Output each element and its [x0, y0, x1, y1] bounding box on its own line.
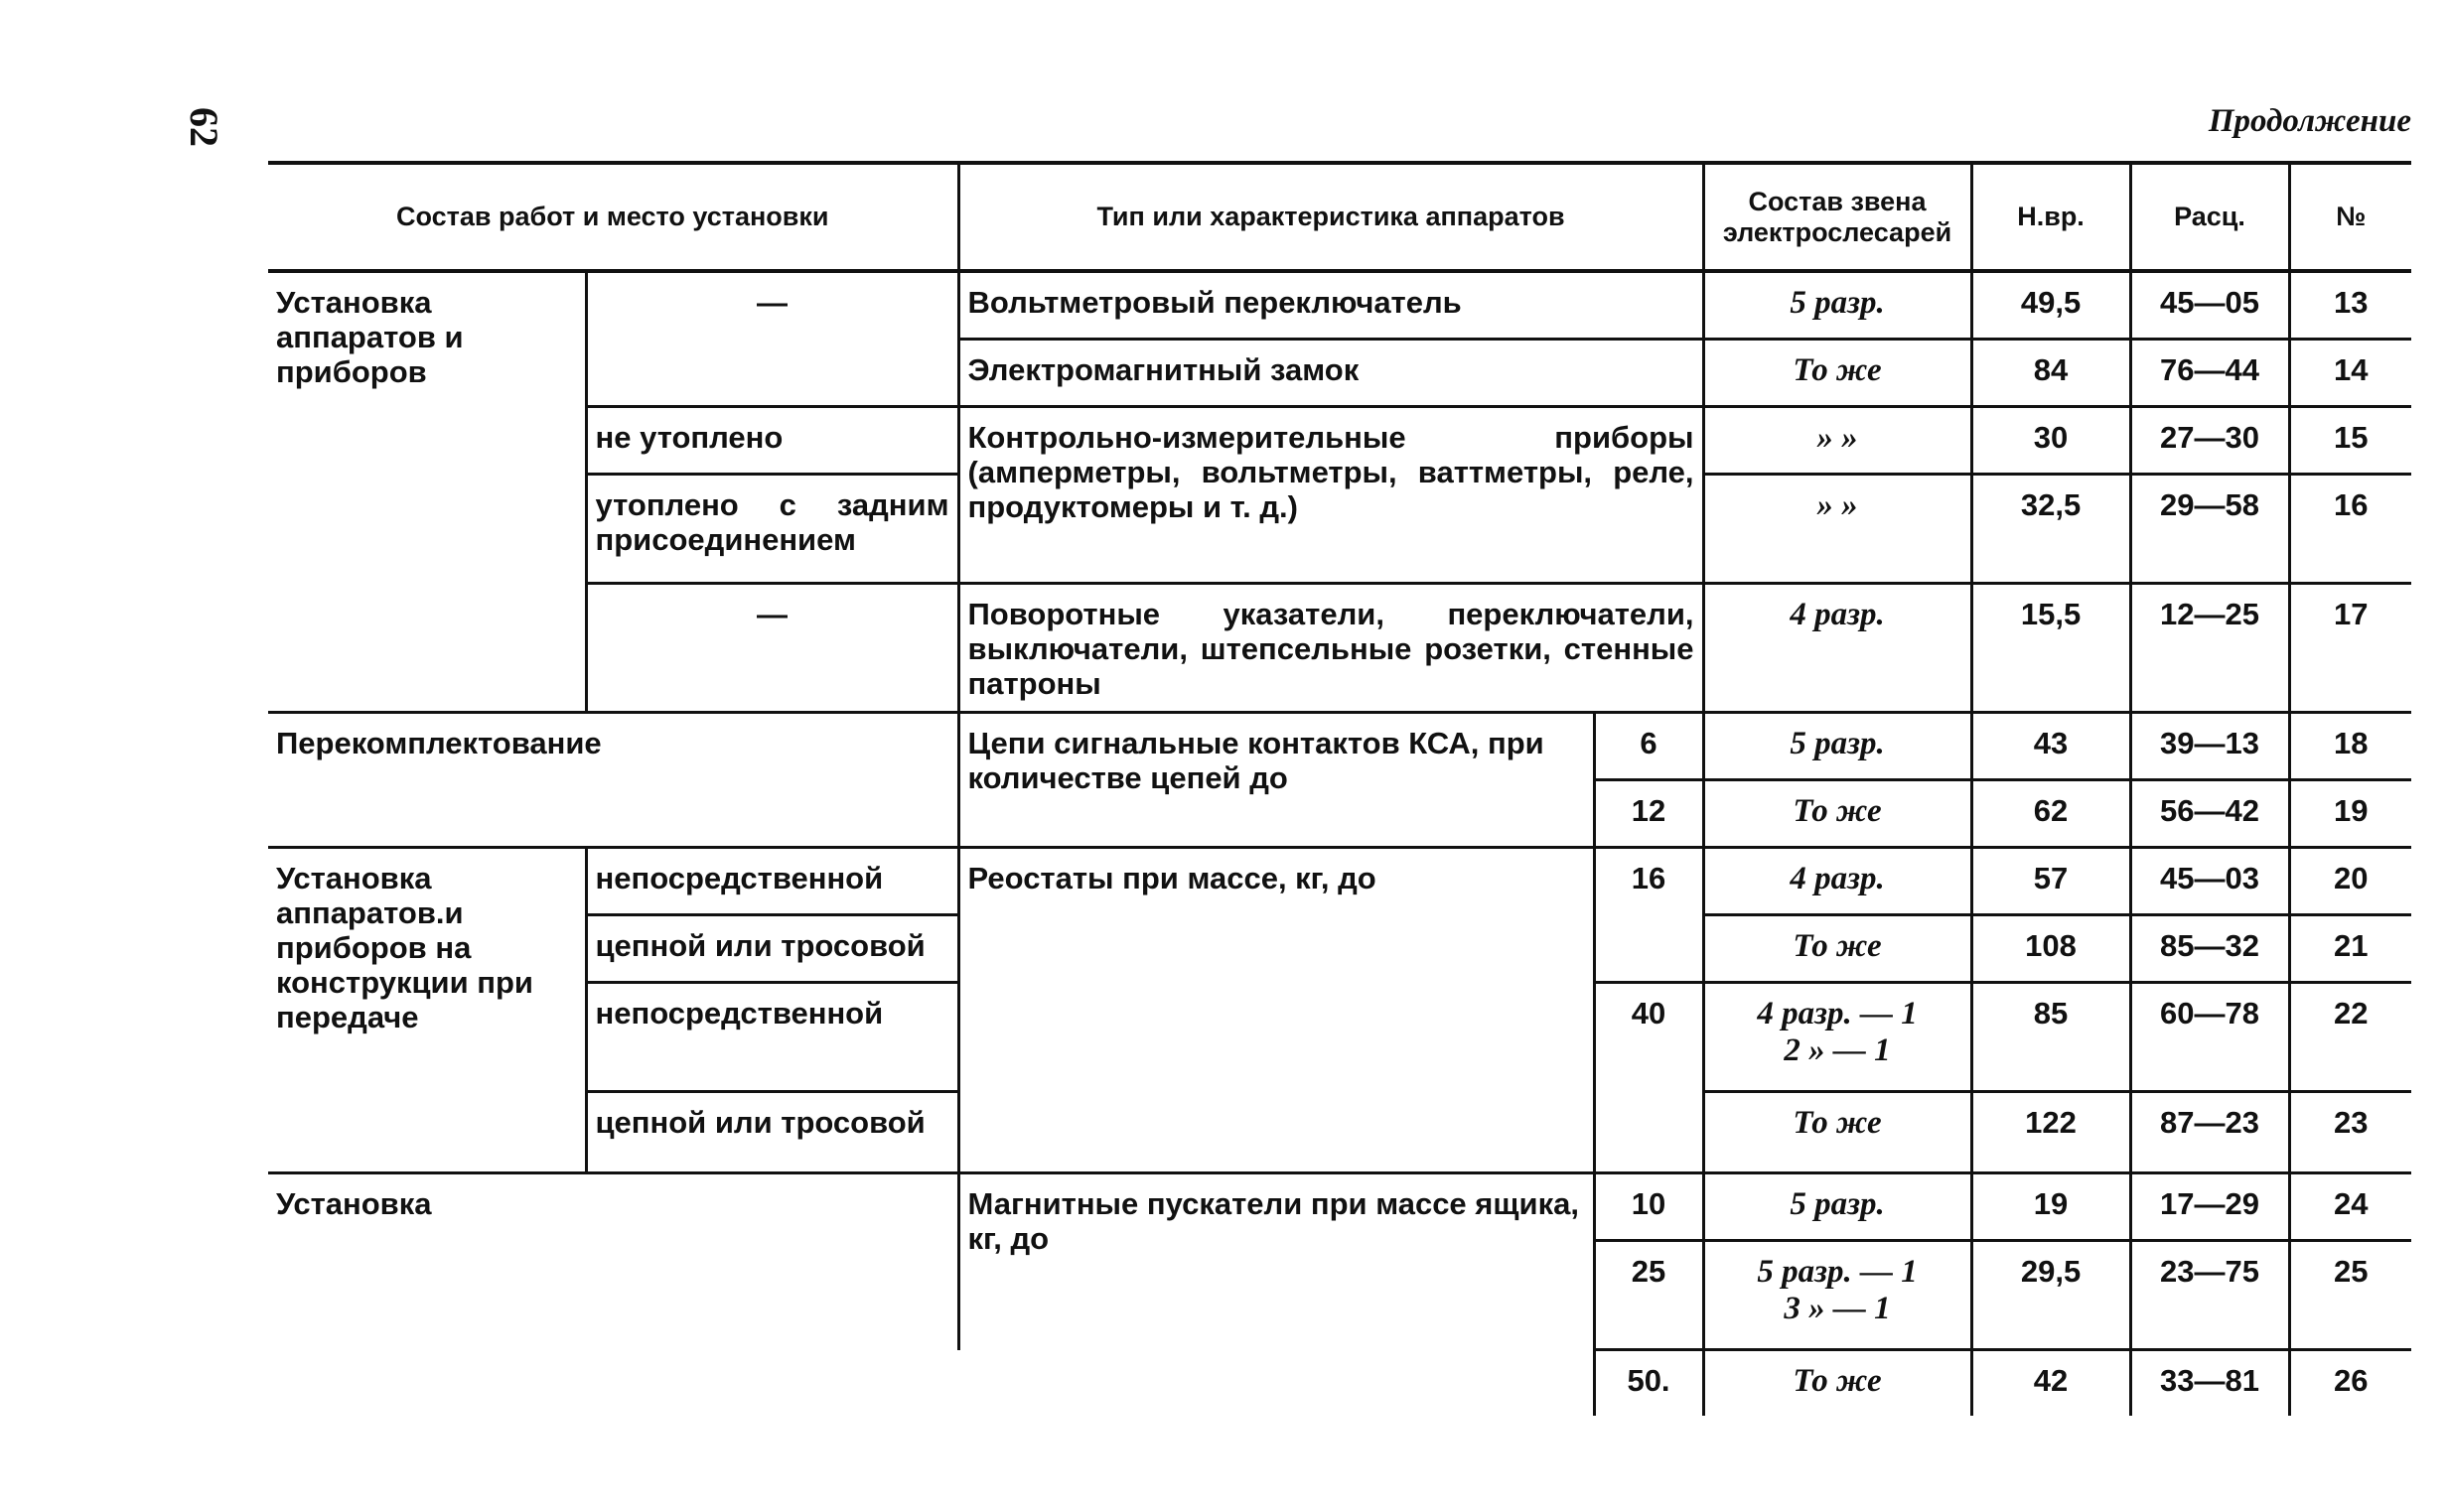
- crew-cell: То же: [1703, 780, 1971, 848]
- header-num: №: [2289, 163, 2411, 271]
- num-cell: 19: [2289, 780, 2411, 848]
- page-number: 62: [182, 107, 226, 147]
- num-cell: 23: [2289, 1092, 2411, 1173]
- param-cell: 12: [1594, 780, 1703, 848]
- group-work-cell: Установка аппаратов и приборов: [268, 271, 586, 713]
- table-row: [268, 1173, 2411, 1241]
- norm-cell: 122: [1971, 1092, 2130, 1173]
- header-type: Тип или характеристика аппаратов: [958, 163, 1703, 271]
- crew-cell: То же: [1703, 1350, 1971, 1417]
- place-cell: цепной или тросовой: [586, 915, 958, 983]
- param-cell: 50.: [1594, 1350, 1703, 1417]
- num-cell: 14: [2289, 340, 2411, 407]
- crew-cell: » »: [1703, 475, 1971, 584]
- num-cell: 15: [2289, 407, 2411, 475]
- rate-cell: 23—75: [2130, 1241, 2289, 1350]
- table-header-row: [268, 163, 2411, 271]
- num-cell: 26: [2289, 1350, 2411, 1417]
- crew-line: 2 » — 1: [1784, 1032, 1891, 1069]
- crew-line: 3 » — 1: [1784, 1291, 1891, 1327]
- header-rate: Расц.: [2130, 163, 2289, 271]
- rate-cell: 29—58: [2130, 475, 2289, 584]
- crew-cell: 5 разр.: [1703, 271, 1971, 340]
- table-row: [268, 584, 2411, 713]
- rate-cell: 39—13: [2130, 713, 2289, 780]
- rate-cell: 87—23: [2130, 1092, 2289, 1173]
- crew-line: 4 разр. — 1: [1757, 996, 1918, 1031]
- num-cell: 13: [2289, 271, 2411, 340]
- place-cell: утоплено с задним присоединением: [586, 475, 958, 584]
- continuation-label: Продолжение: [2208, 103, 2411, 139]
- num-cell: 21: [2289, 915, 2411, 983]
- table-row: [268, 713, 2411, 780]
- crew-cell: 5 разр.: [1703, 1173, 1971, 1241]
- norms-table: [268, 161, 2411, 1416]
- param-cell: 16: [1594, 848, 1703, 983]
- crew-cell: То же: [1703, 1092, 1971, 1173]
- place-cell: —: [586, 271, 958, 407]
- num-cell: 16: [2289, 475, 2411, 584]
- crew-cell: 5 разр.: [1703, 713, 1971, 780]
- rate-cell: 27—30: [2130, 407, 2289, 475]
- type-cell: Реостаты при массе, кг, до: [958, 848, 1594, 1173]
- rate-cell: 45—05: [2130, 271, 2289, 340]
- type-cell: Магнитные пускатели при массе ящика, кг, до: [958, 1173, 1594, 1350]
- header-norm: Н.вр.: [1971, 163, 2130, 271]
- norm-cell: 42: [1971, 1350, 2130, 1417]
- place-cell: цепной или тросовой: [586, 1092, 958, 1173]
- group-work-cell: Установка аппаратов.и приборов на конструкции при передаче: [268, 848, 586, 1173]
- norm-cell: 84: [1971, 340, 2130, 407]
- rate-cell: 12—25: [2130, 584, 2289, 713]
- table-row: [268, 1350, 2411, 1417]
- num-cell: 18: [2289, 713, 2411, 780]
- group-work-cell: Установка: [276, 1186, 432, 1221]
- num-cell: 17: [2289, 584, 2411, 713]
- norm-cell: 49,5: [1971, 271, 2130, 340]
- rate-cell: 85—32: [2130, 915, 2289, 983]
- crew-cell: » »: [1703, 407, 1971, 475]
- num-cell: 20: [2289, 848, 2411, 915]
- header-crew: Состав звена электрослесарей: [1703, 163, 1971, 271]
- table-row: [268, 407, 2411, 475]
- num-cell: 25: [2289, 1241, 2411, 1350]
- param-cell: 40: [1594, 983, 1703, 1173]
- type-cell: Вольтметровый переключатель: [958, 271, 1703, 340]
- norm-cell: 108: [1971, 915, 2130, 983]
- rate-cell: 56—42: [2130, 780, 2289, 848]
- rate-cell: 33—81: [2130, 1350, 2289, 1417]
- norm-cell: 43: [1971, 713, 2130, 780]
- crew-cell: То же: [1703, 915, 1971, 983]
- place-cell: не утоплено: [586, 407, 958, 475]
- num-cell: 24: [2289, 1173, 2411, 1241]
- rate-cell: 17—29: [2130, 1173, 2289, 1241]
- norm-cell: 85: [1971, 983, 2130, 1092]
- crew-line: 5 разр. — 1: [1757, 1254, 1918, 1290]
- crew-cell: [1703, 983, 1971, 1092]
- place-cell: —: [586, 584, 958, 713]
- type-cell: Контрольно-измерительные приборы (амперметры, вольтметры, ваттметры, реле, продуктомеры и т. д.): [958, 407, 1703, 584]
- norm-cell: 15,5: [1971, 584, 2130, 713]
- norm-cell: 19: [1971, 1173, 2130, 1241]
- crew-cell: 4 разр.: [1703, 848, 1971, 915]
- norm-cell: 30: [1971, 407, 2130, 475]
- table-row: [268, 848, 2411, 915]
- blank-cell: [268, 1350, 1594, 1417]
- place-cell: непосредственной: [586, 848, 958, 915]
- type-cell: Цепи сигнальные контактов КСА, при количестве цепей до: [958, 713, 1594, 848]
- table-row: [268, 271, 2411, 340]
- type-cell: Поворотные указатели, переключатели, выключатели, штепсельные розетки, стенные патроны: [958, 584, 1703, 713]
- param-cell: 6: [1594, 713, 1703, 780]
- rate-cell: 60—78: [2130, 983, 2289, 1092]
- rate-cell: 76—44: [2130, 340, 2289, 407]
- norm-cell: 62: [1971, 780, 2130, 848]
- place-cell: непосредственной: [586, 983, 958, 1092]
- rate-cell: 45—03: [2130, 848, 2289, 915]
- crew-cell: 4 разр.: [1703, 584, 1971, 713]
- num-cell: 22: [2289, 983, 2411, 1092]
- type-cell: Электромагнитный замок: [958, 340, 1703, 407]
- param-cell: 10: [1594, 1173, 1703, 1241]
- header-work: Состав работ и место установки: [268, 163, 958, 271]
- crew-cell: [1703, 1241, 1971, 1350]
- norm-cell: 32,5: [1971, 475, 2130, 584]
- group-work-cell: Перекомплектование: [268, 713, 958, 848]
- norm-cell: 29,5: [1971, 1241, 2130, 1350]
- norm-cell: 57: [1971, 848, 2130, 915]
- crew-cell: То же: [1703, 340, 1971, 407]
- param-cell: 25: [1594, 1241, 1703, 1350]
